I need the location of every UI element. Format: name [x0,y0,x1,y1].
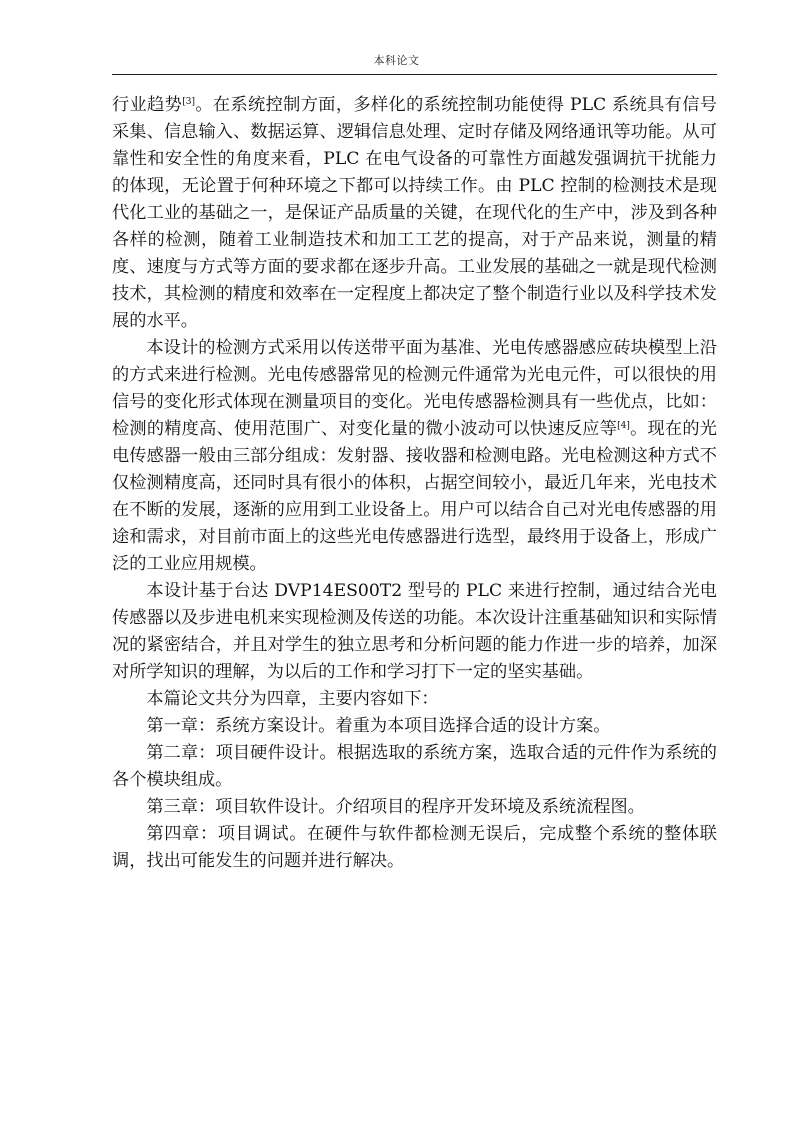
paragraph-chapter-2: 第二章：项目硬件设计。根据选取的系统方案，选取合适的元件作为系统的各个模块组成。 [112,743,717,790]
paragraph-text: 本设计的检测方式采用以传送带平面为基准、光电传感器感应砖块模型上沿的方式来进行检测。光电传感器常见的检测元件通常为光电元件，可以很快的用信号的变化形式体现在测量项目的变化。光电传感器检测具有一些优点，比如：检测的精度高、使用范围广、对变化量的微小波动可以快速反应等 [112,338,717,439]
citation-ref: [3] [182,97,195,107]
paragraph-detection-method [112,335,717,578]
body-text [112,92,717,875]
paragraph-text: 。现在的光电传感器一般由三部分组成：发射器、接收器和检测电路。光电检测这种方式不仅检测精度高，还同时具有很小的体积，占据空间较小，最近几年来，光电技术在不断的发展，逐渐的应用到工业设备上。用户可以结合自己对光电传感器的用途和需求，对目前市面上的这些光电传感器进行选型，最终用于设备上，形成广泛的工业应用规模。 [112,419,717,574]
running-header: 本科论文 [373,54,420,67]
citation-ref: [4] [617,421,630,431]
header-divider [112,74,717,75]
paragraph-chapter-1: 第一章：系统方案设计。着重为本项目选择合适的设计方案。 [146,716,611,736]
paragraph-chapter-overview: 本篇论文共分为四章，主要内容如下： [146,689,439,709]
paragraph-plc-design: 本设计基于台达 DVP14ES00T2 型号的 PLC 来进行控制，通过结合光电传感器以及步进电机来实现检测及传送的功能。本次设计注重基础知识和实际情况的紧密结合，并且对学生的独立思考和分析问题的能力作进一步的培养，加深对所学知识的理解，为以后的工作和学习打下一定的坚实基础。 [112,581,717,682]
paragraph-text: 行业趋势 [112,95,183,115]
paragraph-chapter-3: 第三章：项目软件设计。介绍项目的程序开发环境及系统流程图。 [146,797,645,817]
paragraph-text: 。在系统控制方面，多样化的系统控制功能使得 PLC 系统具有信号采集、信息输入、数据运算、逻辑信息处理、定时存储及网络通讯等功能。从可靠性和安全性的角度来看，PLC 在电气设备的可靠性方面越发强调抗干扰能力的体现，无论置于何种环境之下都可以持续工作。由 PLC 控制的检测技术是现代化工业的基础之一，是保证产品质量的关键，在现代化的生产中，涉及到各种各样的检测，随着工业制造技术和加工工艺的提高，对于产品来说，测量的精度、速度与方式等方面的要求都在逐步升高。工业发展的基础之一就是现代检测技术，其检测的精度和效率在一定程度上都决定了整个制造行业以及科学技术发展的水平。 [112,95,717,331]
paragraph-intro-continuation [112,92,717,335]
paragraph-chapter-4: 第四章：项目调试。在硬件与软件都检测无误后，完成整个系统的整体联调，找出可能发生的问题并进行解决。 [112,824,717,871]
